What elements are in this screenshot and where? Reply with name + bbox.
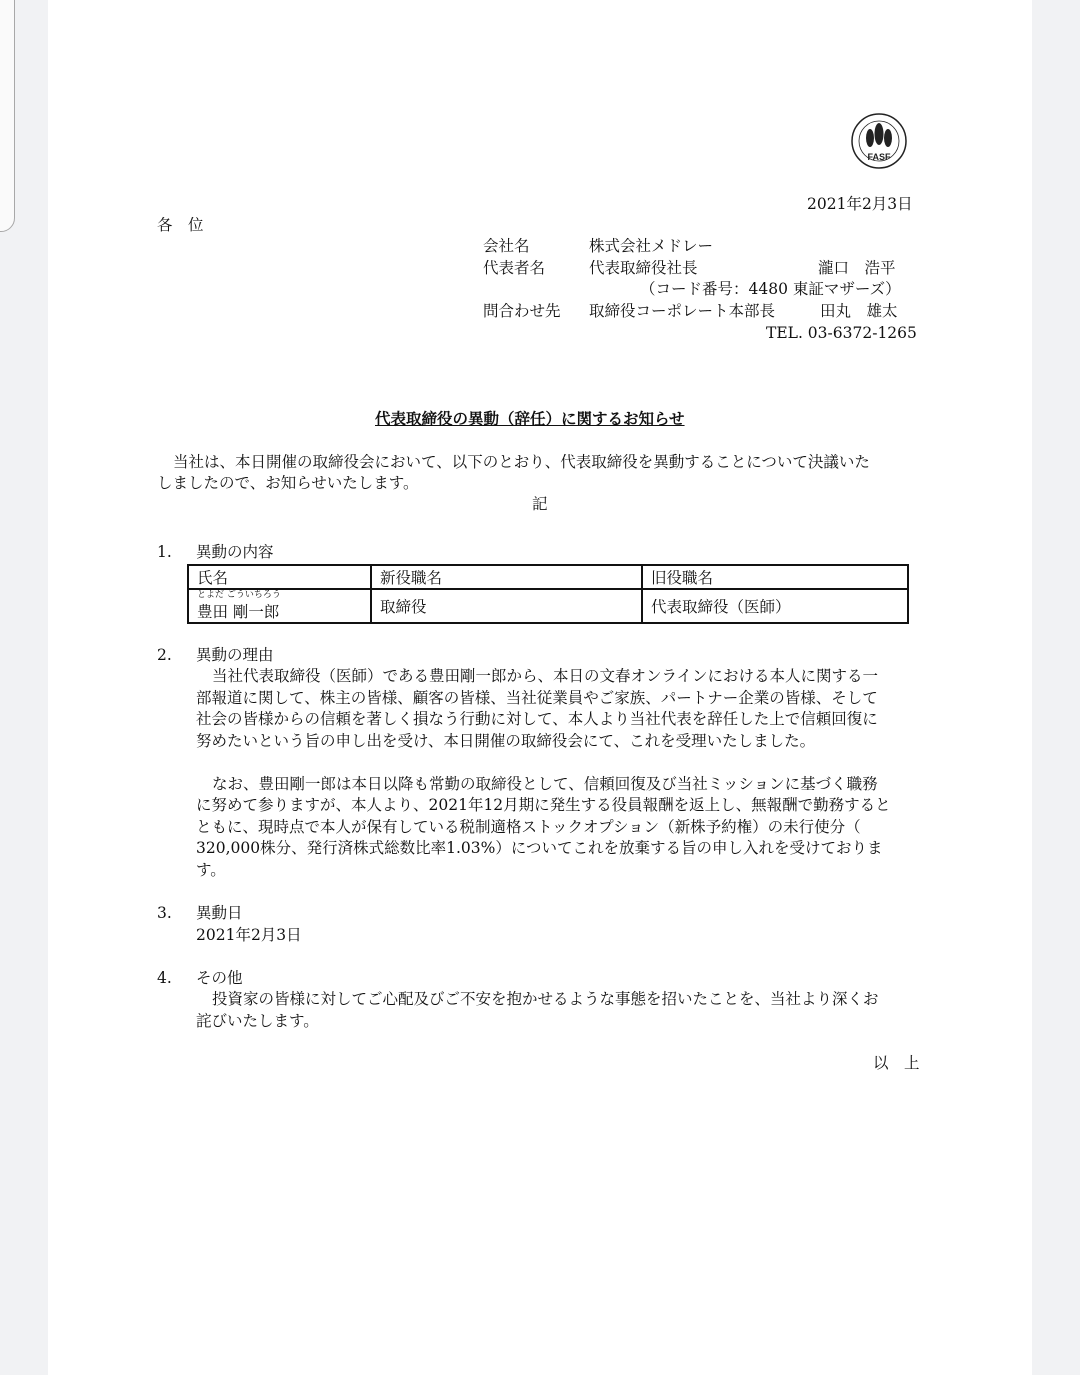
reason-line: す。: [196, 861, 226, 879]
section-heading: その他: [196, 969, 243, 987]
name-cell: [188, 589, 371, 623]
old-title-cell: 代表取締役（医師）: [642, 589, 908, 623]
representative-name: 瀧口 浩平: [818, 259, 896, 277]
section-number: 1.: [157, 543, 172, 561]
intro-line: しましたので、お知らせいたします。: [157, 474, 419, 492]
table-header: 新役職名: [371, 565, 642, 589]
reason-line: なお、豊田剛一郎は本日以降も常勤の取締役として、信頼回復及び当社ミッションに基づく職務: [212, 775, 878, 793]
contact-title: 取締役コーポレート本部長: [589, 302, 776, 320]
reason-line: ともに、現時点で本人が保有している税制適格ストックオプション（新株予約権）の未行使分（: [196, 818, 861, 836]
contact-name: 田丸 雄太: [820, 302, 898, 320]
stock-code: （コード番号：4480 東証マザーズ）: [640, 280, 901, 298]
representative-label: 代表者名: [483, 259, 546, 277]
company-name-label: 会社名: [483, 237, 530, 255]
section-heading: 異動日: [196, 904, 243, 922]
section-number: 2.: [157, 646, 172, 664]
reason-line: 部報道に関して、株主の皆様、顧客の皆様、当社従業員やご家族、パートナー企業の皆様、そして: [196, 689, 878, 707]
section-heading: 異動の内容: [196, 543, 274, 561]
reason-line: に努めて参りますが、本人より、2021年12月期に発生する役員報酬を返上し、無報酬で勤務すると: [196, 796, 891, 814]
contact-tel: TEL. 03-6372-1265: [766, 324, 917, 342]
name-ruby: とよだ ごういちろう: [197, 590, 281, 600]
closing-mark: 以 上: [873, 1054, 920, 1072]
change-date: 2021年2月3日: [196, 926, 302, 944]
personnel-table: [187, 564, 909, 624]
fasf-logo: [850, 112, 908, 170]
other-line: 詫びいたします。: [196, 1012, 319, 1030]
table-header: 旧役職名: [642, 565, 908, 589]
addressee: 各 位: [157, 216, 204, 234]
other-line: 投資家の皆様に対してご心配及びご不安を抱かせるような事態を招いたことを、当社より深くお: [212, 990, 879, 1008]
person-name: 豊田 剛一郎: [197, 603, 280, 621]
reason-line: 当社代表取締役（医師）である豊田剛一郎から、本日の文春オンラインにおける本人に関する一: [212, 667, 879, 685]
ki-mark: 記: [532, 495, 548, 513]
section-heading: 異動の理由: [196, 646, 274, 664]
reason-line: 社会の皆様からの信頼を著しく損なう行動に対して、本人より当社代表を辞任した上で信頼回復に: [196, 710, 878, 728]
contact-label: 問合わせ先: [483, 302, 561, 320]
section-number: 4.: [157, 969, 172, 987]
document-title: 代表取締役の異動（辞任）に関するお知らせ: [375, 409, 685, 428]
intro-line: 当社は、本日開催の取締役会において、以下のとおり、代表取締役を異動することについて決議いた: [173, 453, 870, 471]
svg-text:FASF: FASF: [867, 152, 891, 162]
side-panel-edge: [0, 0, 15, 232]
reason-line: 努めたいという旨の申し出を受け、本日開催の取締役会にて、これを受理いたしました。: [196, 732, 816, 750]
company-name: 株式会社メドレー: [589, 237, 714, 255]
table-header: 氏名: [188, 565, 371, 589]
section-number: 3.: [157, 904, 172, 922]
document-date: 2021年2月3日: [807, 195, 913, 213]
reason-line: 320,000株分、発行済株式総数比率1.03%）についてこれを放棄する旨の申し入れを受けておりま: [196, 839, 883, 857]
representative-title: 代表取締役社長: [589, 259, 698, 277]
table-row: [188, 589, 908, 623]
new-title-cell: 取締役: [371, 589, 642, 623]
